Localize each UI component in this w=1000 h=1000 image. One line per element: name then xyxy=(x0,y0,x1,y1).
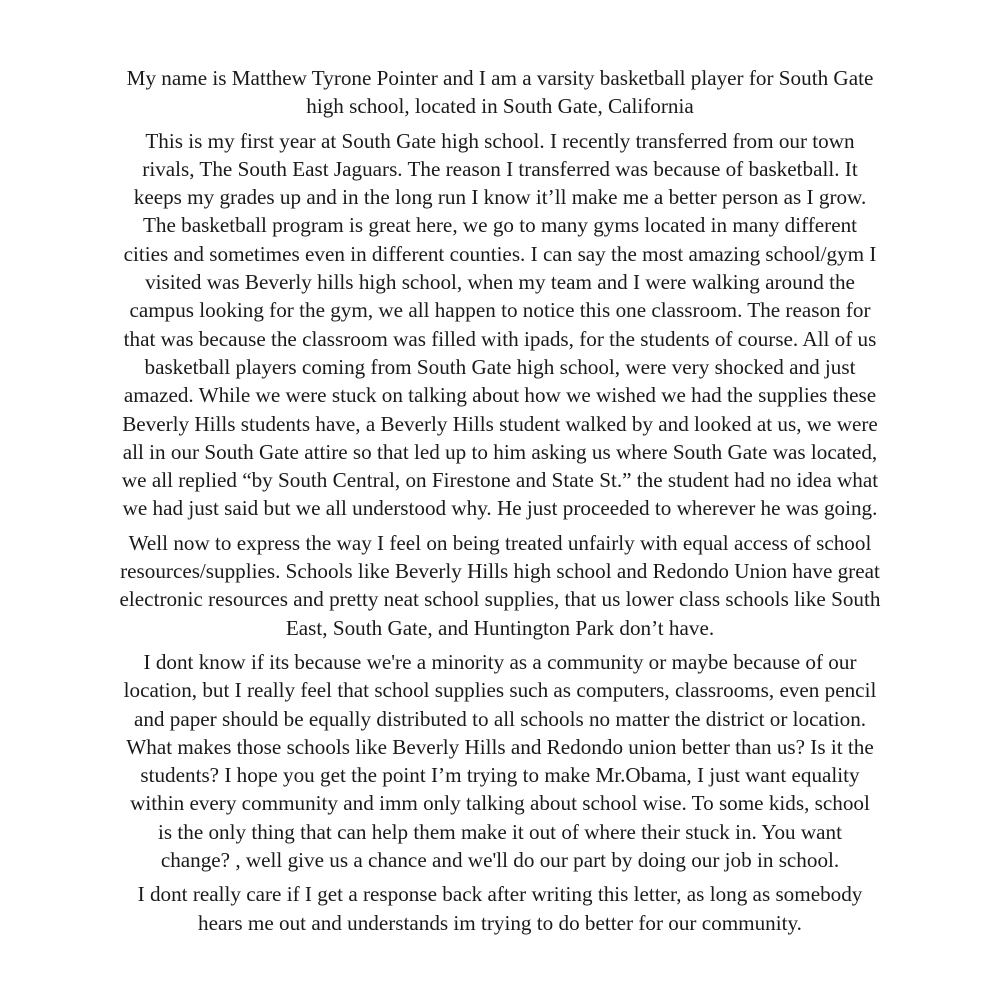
letter-paragraph xyxy=(40,880,960,937)
letter-paragraph xyxy=(40,648,960,874)
letter-line: cities and sometimes even in different counties. I can say the most amazing school/gym I xyxy=(123,241,877,266)
letter-line: electronic resources and pretty neat school supplies, that us lower class schools like South xyxy=(119,587,881,612)
letter-paragraph xyxy=(40,529,960,642)
letter-line: I dont really care if I get a response back after writing this letter, as long as somebody xyxy=(137,882,863,907)
letter-line: visited was Beverly hills high school, when my team and I were walking around the xyxy=(145,270,855,295)
letter-line: I dont know if its because we're a minority as a community or maybe because of our xyxy=(143,649,857,674)
letter-line: keeps my grades up and in the long run I know it’ll make me a better person as I grow. xyxy=(133,185,867,210)
letter-line: Beverly Hills students have, a Beverly Hills student walked by and looked at us, we were xyxy=(122,411,878,436)
letter-line: that was because the classroom was filled with ipads, for the students of course. All of us xyxy=(123,326,877,351)
letter-line: basketball players coming from South Gate high school, were very shocked and just xyxy=(144,354,856,379)
letter-line: students? I hope you get the point I’m trying to make Mr.Obama, I just want equality xyxy=(140,763,860,788)
letter-line: rivals, The South East Jaguars. The reason I transferred was because of basketball. It xyxy=(142,156,858,181)
letter-line: is the only thing that can help them make it out of where their stuck in. You want xyxy=(157,819,842,844)
letter-line: hears me out and understands im trying to do better for our community. xyxy=(198,910,802,935)
letter-line: campus looking for the gym, we all happen to notice this one classroom. The reason for xyxy=(129,298,871,323)
letter-line: location, but I really feel that school supplies such as computers, classrooms, even pencil xyxy=(123,678,877,703)
letter-line: My name is Matthew Tyrone Pointer and I am a varsity basketball player for South Gate xyxy=(126,66,874,90)
letter-line: change? , well give us a chance and we'll do our part by doing our job in school. xyxy=(160,848,840,873)
letter-line: This is my first year at South Gate high school. I recently transferred from our town xyxy=(145,128,855,153)
letter-line: we had just said but we all understood why. He just proceeded to wherever he was going. xyxy=(122,496,878,521)
letter-line: East, South Gate, and Huntington Park don’t have. xyxy=(285,615,715,640)
letter-line: resources/supplies. Schools like Beverly Hills high school and Redondo Union have great xyxy=(120,559,880,584)
letter-paragraph xyxy=(40,127,960,523)
letter-line: high school, located in South Gate, California xyxy=(306,94,694,119)
letter-line: within every community and imm only talking about school wise. To some kids, school xyxy=(130,791,870,816)
letter-line: amazed. While we were stuck on talking about how we wished we had the supplies these xyxy=(123,383,877,408)
letter-line: Well now to express the way I feel on being treated unfairly with equal access of school xyxy=(128,530,872,555)
letter-line: What makes those schools like Beverly Hills and Redondo union better than us? Is it the xyxy=(126,734,874,759)
letter-line: The basketball program is great here, we go to many gyms located in many different xyxy=(142,213,858,238)
letter-body xyxy=(40,64,960,943)
letter-line: we all replied “by South Central, on Firestone and State St.” the student had no idea what xyxy=(121,468,879,493)
letter-line: all in our South Gate attire so that led up to him asking us where South Gate was located, xyxy=(122,439,878,464)
letter-paragraph xyxy=(40,64,960,121)
letter-line: and paper should be equally distributed to all schools no matter the district or location. xyxy=(133,706,867,731)
